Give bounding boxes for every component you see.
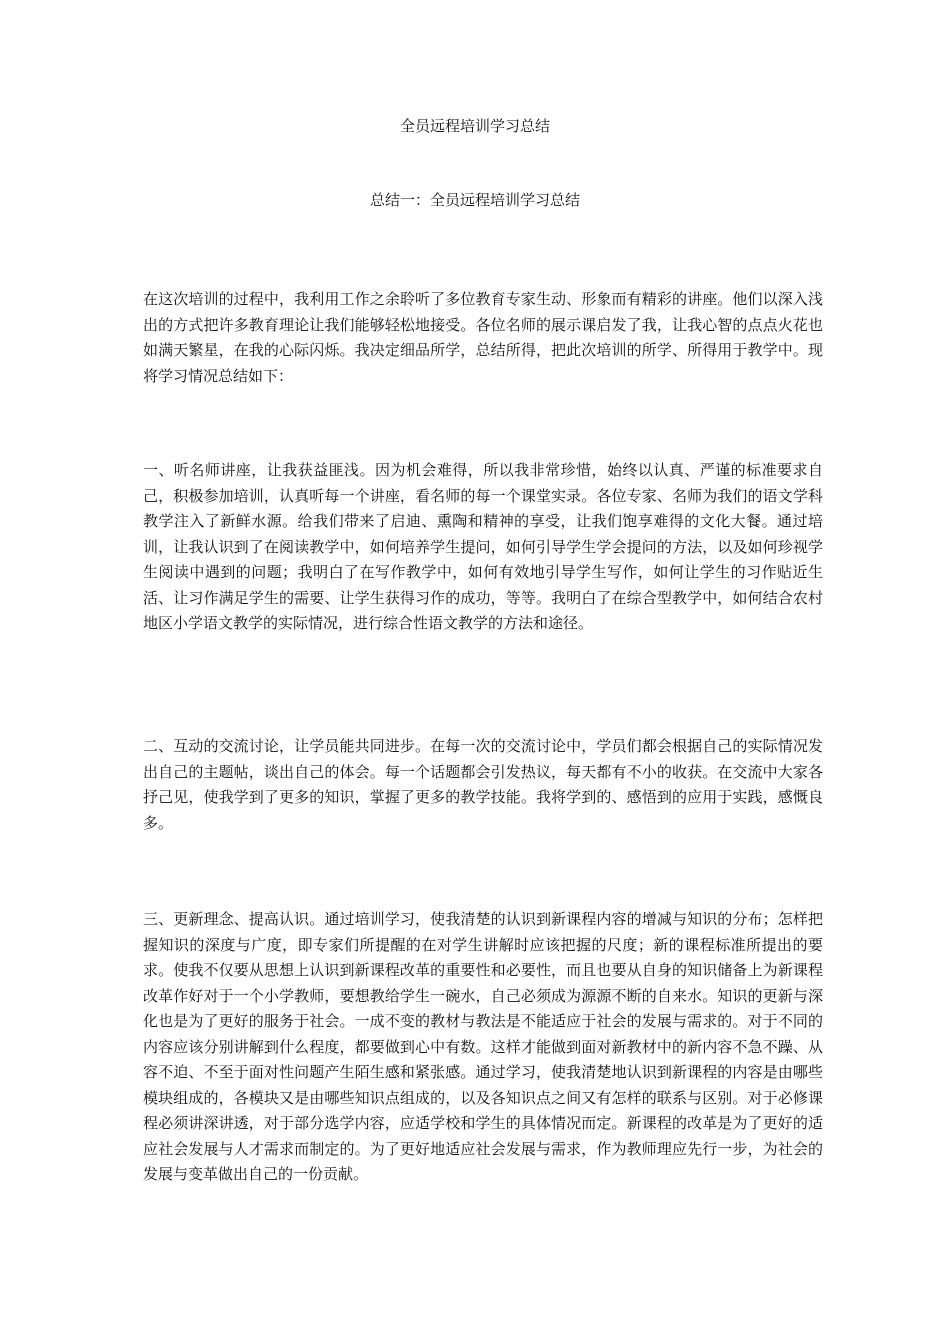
paragraph-section-three: 三、更新理念、提高认识。通过培训学习，使我清楚的认识到新课程内容的增减与知识的分布；怎样把握知识的深度与广度，即专家们所提醒的在对学生讲解时应该把握的尺度；新的课程标准所提出的要求。使我不仅要从思想上认识到新课程改革的重要性和必要性，而且也要从自身的知识储备上为新课程改革作好对于一个小学教师，要想教给学生一碗水，自己必须成为源源不断的自来水。知识的更新与深化也是为了更好的服务于社会。一成不变的教材与教法是不能适应于社会的发展与需求的。对于不同的内容应该分别讲解到什么程度，都要做到心中有数。这样才能做到面对新教材中的新内容不急不躁、从容不迫、不至于面对性问题产生陌生感和紧张感。通过学习，使我清楚地认识到新课程的内容是由哪些模块组成的，各模块又是由哪些知识点组成的，以及各知识点之间又有怎样的联系与区别。对于必修课程必须讲深讲透，对于部分选学内容，应适学校和学生的具体情况而定。新课程的改革是为了更好的适应社会发展与人才需求而制定的。为了更好地适应社会发展与需求，作为教师理应先行一步，为社会的发展与变革做出自己的一份贡献。	[143, 910, 823, 1183]
document-subtitle: 总结一：全员远程培训学习总结	[369, 191, 580, 209]
paragraph-intro: 在这次培训的过程中，我利用工作之余聆听了多位教育专家生动、形象而有精彩的讲座。他们以深入浅出的方式把许多教育理论让我们能够轻松地接受。各位名师的展示课启发了我，让我心智的点点火花也如满天繁星，在我的心际闪烁。我决定细品所学，总结所得，把此次培训的所学、所得用于教学中。现将学习情况总结如下：	[143, 290, 823, 385]
paragraph-section-one: 一、听名师讲座，让我获益匪浅。因为机会难得，所以我非常珍惜，始终以认真、严谨的标准要求自己，积极参加培训，认真听每一个讲座，看名师的每一个课堂实录。各位专家、名师为我们的语文学科教学注入了新鲜水源。给我们带来了启迪、熏陶和精神的享受，让我们饱享难得的文化大餐。通过培训，让我认识到了在阅读教学中，如何培养学生提问，如何引导学生学会提问的方法，以及如何珍视学生阅读中遇到的问题；我明白了在写作教学中，如何有效地引导学生写作，如何让学生的习作贴近生活、让习作满足学生的需要、让学生获得习作的成功，等等。我明白了在综合型教学中，如何结合农村地区小学语文教学的实际情况，进行综合性语文教学的方法和途径。	[143, 461, 823, 632]
paragraph-section-two: 二、互动的交流讨论，让学员能共同进步。在每一次的交流讨论中，学员们都会根据自己的实际情况发出自己的主题帖，谈出自己的体会。每一个话题都会引发热议，每天都有不小的收获。在交流中大家各抒己见，使我学到了更多的知识，掌握了更多的教学技能。我将学到的、感悟到的应用于实践，感慨良多。	[143, 737, 823, 832]
document-title: 全员远程培训学习总结	[399, 117, 550, 135]
